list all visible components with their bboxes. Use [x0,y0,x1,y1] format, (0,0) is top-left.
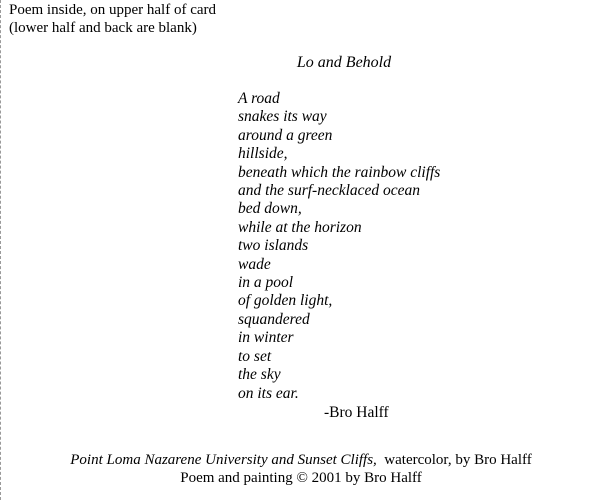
artwork-caption [1,451,600,487]
poem-line: beneath which the rainbow cliffs [238,163,441,181]
artwork-medium: watercolor, by Bro Halff [376,452,532,468]
note-line-1: Poem inside, on upper half of card [9,2,217,18]
poem-line: and the surf-necklaced ocean [238,182,421,200]
poem-line: squandered [238,310,310,328]
poem-line: to set [238,347,272,365]
artwork-title: Point Loma Nazarene University and Sunset Cliffs, [70,452,377,468]
poem-line: A road [238,90,280,107]
poem-signature: -Bro Halff [324,404,389,421]
poem-line: while at the horizon [238,218,362,236]
card-layout-note [9,1,216,37]
poem-line: in winter [238,329,294,347]
note-line-2: (lower half and back are blank) [9,20,197,36]
poem-line: bed down, [238,200,302,218]
poem-line: wade [238,255,271,273]
poem-body [238,90,440,403]
poem-title: Lo and Behold [296,54,392,71]
poem-line: snakes its way [238,108,327,126]
poem-line: the sky [238,366,281,384]
poem-line: of golden light, [238,292,333,310]
poem-line: on its ear. [238,384,299,402]
poem-line: around a green [238,126,333,144]
poem-line: two islands [238,237,309,255]
caption-line-1 [1,451,600,469]
poem-line: in a pool [238,274,294,292]
poem-line: hillside, [238,145,288,163]
copyright-line: Poem and painting © 2001 by Bro Halff [180,470,422,486]
